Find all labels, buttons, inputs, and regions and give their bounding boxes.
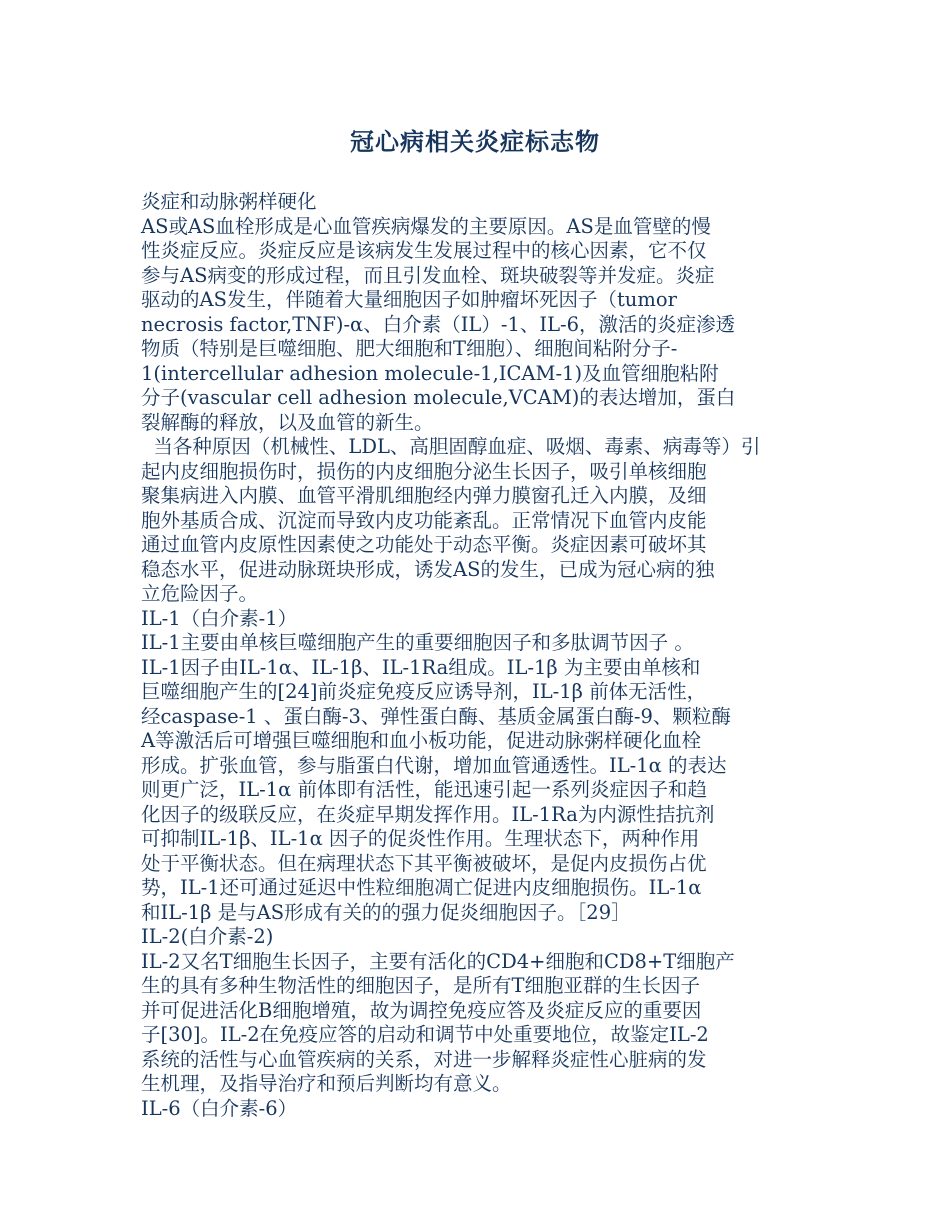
text-line: 化因子的级联反应，在炎症早期发挥作用。IL-1Ra为内源性拮抗剂	[141, 802, 715, 826]
text-line: 则更广泛，IL-1α 前体即有活性，能迅速引起一系列炎症因子和趋	[141, 778, 708, 801]
text-line: 物质（特别是巨噬细胞、肥大细胞和T细胞）、细胞间粘附分子-	[141, 337, 678, 360]
text-line: 分子(vascular cell adhesion molecule,VCAM)的表达增加，蛋白	[141, 386, 736, 409]
text-line: 经caspase-1 、蛋白酶-3、弹性蛋白酶、基质金属蛋白酶-9、颗粒酶	[141, 704, 731, 728]
text-line: IL-1因子由IL-1α、IL-1β、IL-1Ra组成。IL-1β 为主要由单核和	[141, 655, 701, 679]
text-line: 性炎症反应。炎症反应是该病发生发展过程中的核心因素，它不仅	[141, 239, 707, 262]
text-line: 形成。扩张血管，参与脂蛋白代谢，增加血管通透性。IL-1α 的表达	[141, 753, 727, 777]
text-line: 立危险因子。	[141, 582, 259, 605]
document-body	[141, 190, 813, 1121]
text-line: 当各种原因（机械性、LDL、高胆固醇血症、吸烟、毒素、病毒等）引	[141, 435, 761, 458]
section-heading: IL-2(白介素-2)	[141, 925, 274, 948]
text-line: 聚集病进入内膜、血管平滑肌细胞经内弹力膜窗孔迁入内膜，及细	[141, 484, 707, 507]
text-line: A等激活后可增强巨噬细胞和血小板功能，促进动脉粥样硬化血栓	[141, 729, 702, 752]
document-title: 冠心病相关炎症标志物	[350, 127, 600, 156]
text-line: 参与AS病变的形成过程，而且引发血栓、斑块破裂等并发症。炎症	[141, 263, 715, 287]
text-line: 生的具有多种生物活性的细胞因子，是所有T细胞亚群的生长因子	[141, 974, 701, 997]
text-line: 胞外基质合成、沉淀而导致内皮功能紊乱。正常情况下血管内皮能	[141, 508, 707, 532]
text-line: 通过血管内皮原性因素使之功能处于动态平衡。炎症因素可破坏其	[141, 533, 707, 556]
text-line: 起内皮细胞损伤时，损伤的内皮细胞分泌生长因子，吸引单核细胞	[141, 459, 707, 483]
text-line: 1(intercellular adhesion molecule-1,ICAM-1)及血管细胞粘附	[141, 361, 719, 385]
text-line: IL-2又名T细胞生长因子，主要有活化的CD4+细胞和CD8+T细胞产	[141, 949, 735, 973]
section-heading: IL-1（白介素-1）	[141, 606, 298, 630]
section-heading: IL-6（白介素-6）	[141, 1096, 298, 1120]
text-line: 稳态水平，促进动脉斑块形成，诱发AS的发生，已成为冠心病的独	[141, 557, 715, 581]
text-line: 系统的活性与心血管疾病的关系，对进一步解释炎症性心脏病的发	[141, 1047, 707, 1071]
text-line: necrosis factor,TNF)-α、白介素（IL）-1、IL-6，激活的炎症渗透	[141, 312, 736, 336]
text-line: 可抑制IL-1β、IL-1α 因子的促炎性作用。生理状态下，两种作用	[141, 827, 700, 850]
text-line: IL-1主要由单核巨噬细胞产生的重要细胞因子和多肽调节因子 。	[141, 631, 694, 654]
text-line: 子[30]。IL-2在免疫应答的启动和调节中处重要地位，故鉴定IL-2	[141, 1023, 709, 1046]
text-line: 裂解酶的释放，以及血管的新生。	[141, 410, 434, 434]
text-line: 生机理，及指导治疗和预后判断均有意义。	[141, 1072, 512, 1095]
text-line: 势，IL-1还可通过延迟中性粒细胞凋亡促进内皮细胞损伤。IL-1α	[141, 876, 702, 899]
text-line: 和IL-1β 是与AS形成有关的的强力促炎细胞因子。［29］	[141, 900, 631, 924]
text-line: 处于平衡状态。但在病理状态下其平衡被破坏，是促内皮损伤占优	[141, 851, 707, 875]
text-line: 并可促进活化B细胞增殖，故为调控免疫应答及炎症反应的重要因	[141, 998, 702, 1022]
text-line: AS或AS血栓形成是心血管疾病爆发的主要原因。AS是血管壁的慢	[141, 214, 711, 238]
text-line: 巨噬细胞产生的[24]前炎症免疫反应诱导剂，IL-1β 前体无活性，	[141, 680, 707, 703]
section-heading: 炎症和动脉粥样硬化	[141, 190, 317, 213]
text-line: 驱动的AS发生，伴随着大量细胞因子如肿瘤坏死因子（tumor	[141, 288, 677, 311]
